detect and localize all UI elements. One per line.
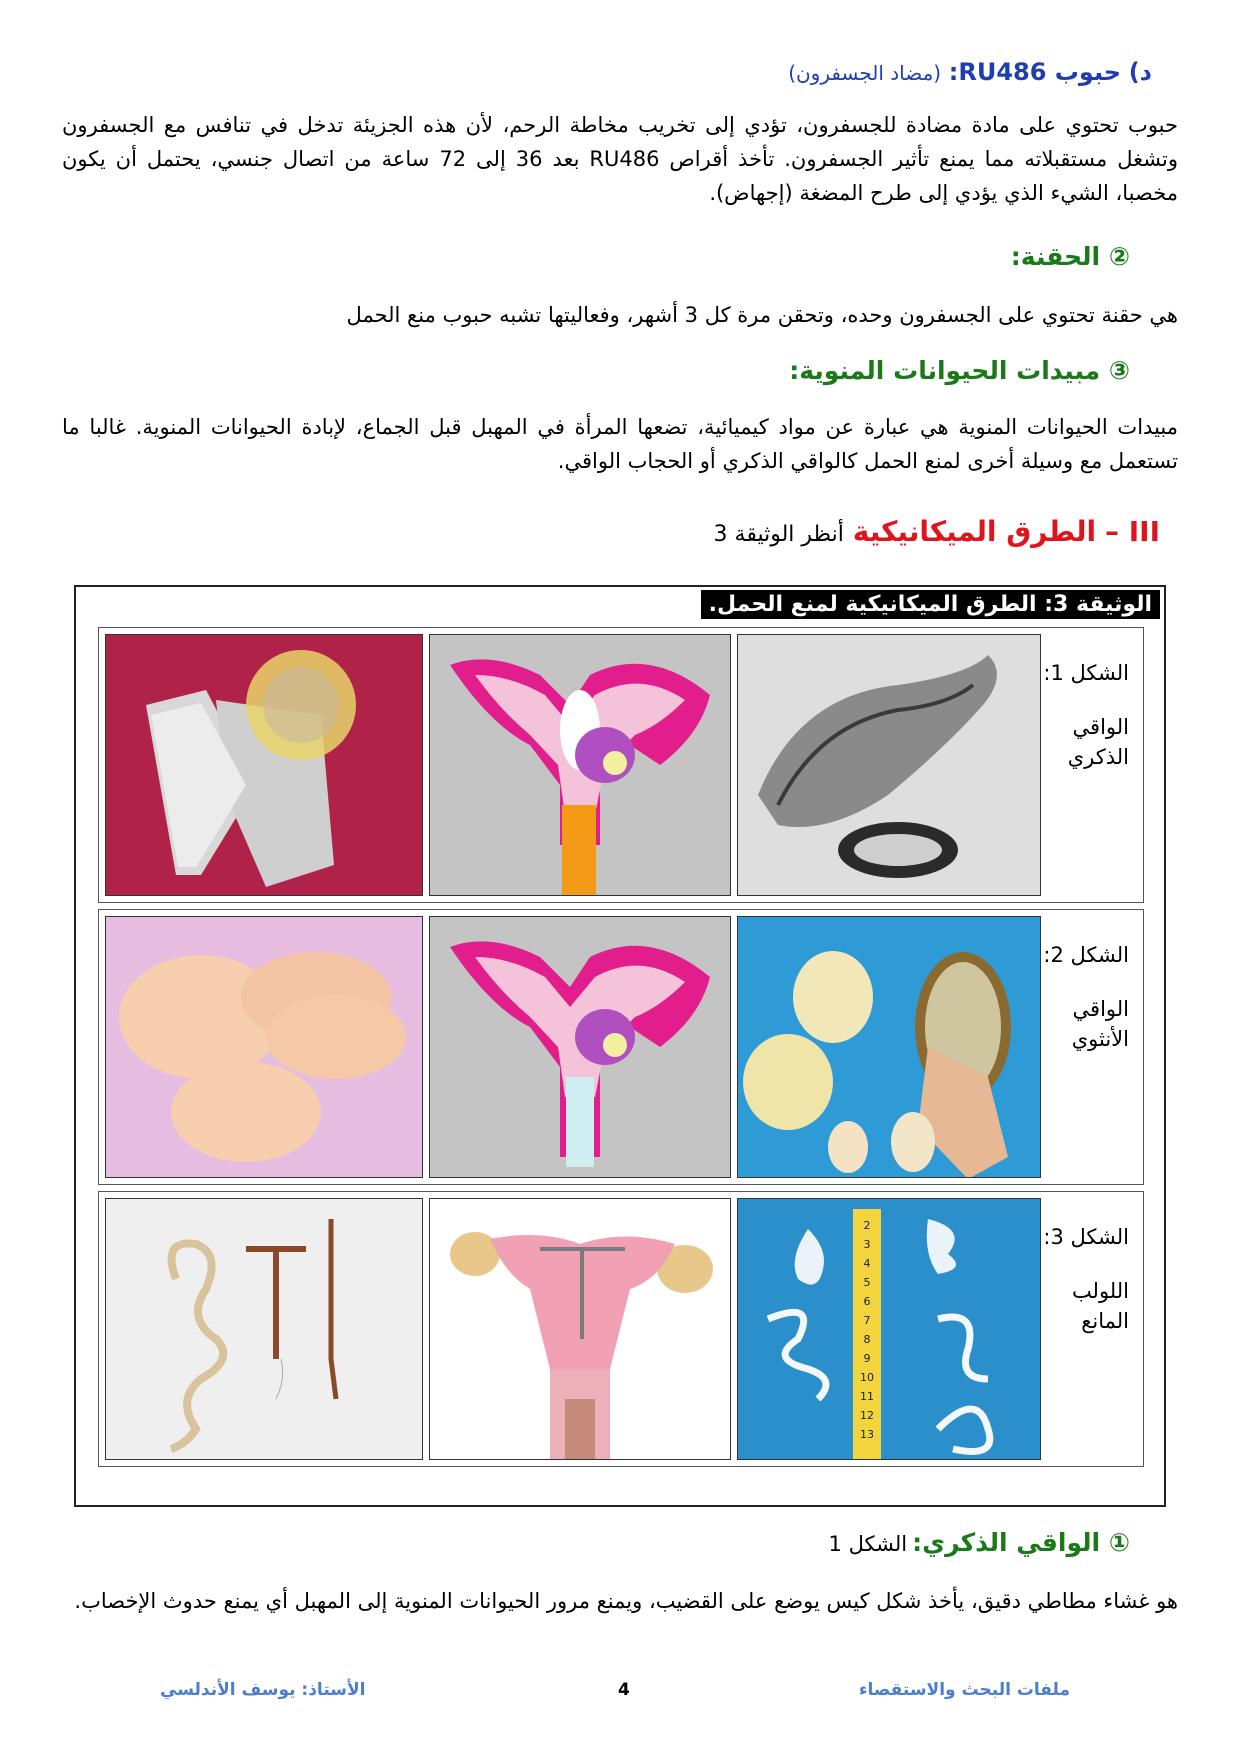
- document-3-title: الوثيقة 3: الطرق الميكانيكية لمنع الحمل.: [701, 590, 1160, 619]
- section-1-paragraph: هو غشاء مطاطي دقيق، يأخذ شكل كيس يوضع على القضيب، ويمنع مرور الحيوانات المنوية إلى المهبل أي يمنع حدوث الإخصاب.: [74, 1589, 1178, 1613]
- section-III-ref: أنظر الوثيقة 3: [713, 522, 844, 547]
- footer-series-title: ملفات البحث والاستقصاء: [858, 1680, 1070, 1700]
- female-condom-photo: [737, 916, 1041, 1178]
- iud-measure-image: [738, 1199, 1041, 1460]
- tape-number: 5: [863, 1276, 871, 1289]
- section-1-title: ① الواقي الذكري:: [912, 1528, 1130, 1557]
- tape-number: 4: [863, 1257, 871, 1270]
- tape-number: 11: [860, 1390, 874, 1403]
- figure-3-name-line1: اللولب: [1071, 1279, 1129, 1303]
- section-2-heading: ② الحقنة:: [1010, 242, 1130, 271]
- section-3-paragraph: مبيدات الحيوانات المنوية هي عبارة عن مواد كيميائية، تضعها المرأة في المهبل قبل الجماع، لإبادة الحيوانات المنوية. غالبا ما تستعمل مع وسيلة أخرى لمنع الحمل كالواقي الذكري أو الحجاب الواقي.: [62, 415, 1178, 473]
- iud-types-image: [106, 1199, 423, 1460]
- footer-author: الأستاذ: يوسف الأندلسي: [160, 1680, 366, 1700]
- figure-3-name-line2: المانع: [1081, 1309, 1129, 1333]
- section-d-subtitle: (مضاد الجسفرون): [788, 61, 942, 85]
- iud-types-photo: [105, 1198, 423, 1460]
- figure-2-name-line2: الأنثوي: [1071, 1027, 1129, 1051]
- tape-number: 10: [860, 1371, 874, 1384]
- uterus-diaphragm-diagram-image: [430, 917, 731, 1178]
- tape-number: 2: [863, 1219, 871, 1232]
- uterus-iud-diagram-image: [430, 1199, 731, 1460]
- male-condom-photo: [737, 634, 1041, 896]
- uterus-diaphragm-diagram: [429, 916, 731, 1178]
- diaphragm-photo: [105, 916, 423, 1178]
- footer-page-number: 4: [618, 1680, 630, 1700]
- section-III-numeral: III –: [1104, 515, 1160, 548]
- uterus-condom-diagram-image: [430, 635, 731, 896]
- figure-1-label: [1039, 658, 1129, 772]
- figure-1-name-line2: الذكري: [1067, 745, 1129, 769]
- section-d-marker: د): [1128, 58, 1152, 86]
- figure-3-label: [1039, 1222, 1129, 1336]
- diaphragm-image: [106, 917, 423, 1178]
- male-condom-image: [738, 635, 1041, 896]
- figure-1-number: الشكل 1:: [1043, 661, 1129, 685]
- tape-number: 7: [863, 1314, 871, 1327]
- figure-2-label: [1039, 940, 1129, 1054]
- figure-2-number: الشكل 2:: [1043, 943, 1129, 967]
- section-d-title: حبوب RU486:: [948, 58, 1122, 86]
- figure-1-name-line1: الواقي: [1072, 715, 1129, 739]
- condom-package-image: [106, 635, 423, 896]
- section-d-paragraph: حبوب تحتوي على مادة مضادة للجسفرون، تؤدي إلى تخريب مخاطة الرحم، لأن هذه الجزيئة تدخل في تنافس مع الجسفرون وتشغل مستقبلاته مما يمنع تأثير الجسفرون. تأخذ أقراص RU486 بعد 36 إلى 72 ساعة من اتصال جنسي، يحتمل أن يكون مخصبا، الشيء الذي يؤدي إلى طرح المضغة (إجهاض).: [62, 113, 1178, 205]
- uterus-iud-diagram: [429, 1198, 731, 1460]
- figure-row-2: [98, 909, 1144, 1185]
- tape-number: 8: [863, 1333, 871, 1346]
- section-d-heading: [788, 58, 1152, 86]
- figure-3-number: الشكل 3:: [1043, 1225, 1129, 1249]
- section-III-heading: [714, 515, 1160, 548]
- tape-number: 9: [863, 1352, 871, 1365]
- figure-row-3: [98, 1191, 1144, 1467]
- figure-2-name-line1: الواقي: [1072, 997, 1129, 1021]
- section-2-paragraph: هي حقنة تحتوي على الجسفرون وحده، وتحقن مرة كل 3 أشهر، وفعاليتها تشبه حبوب منع الحمل: [346, 303, 1178, 327]
- section-3-heading: ③ مبيدات الحيوانات المنوية:: [789, 356, 1130, 385]
- tape-number: 3: [863, 1238, 871, 1251]
- tape-number: 13: [860, 1428, 874, 1441]
- tape-number: 12: [860, 1409, 874, 1422]
- section-1-heading: [829, 1528, 1130, 1557]
- section-1-ref: الشكل 1: [828, 1532, 908, 1556]
- uterus-condom-diagram: [429, 634, 731, 896]
- tape-number: 6: [863, 1295, 871, 1308]
- figure-row-1: [98, 627, 1144, 903]
- iud-measure-photo: [737, 1198, 1041, 1460]
- condom-package-photo: [105, 634, 423, 896]
- female-condom-image: [738, 917, 1041, 1178]
- section-III-title: الطرق الميكانيكية: [852, 515, 1097, 548]
